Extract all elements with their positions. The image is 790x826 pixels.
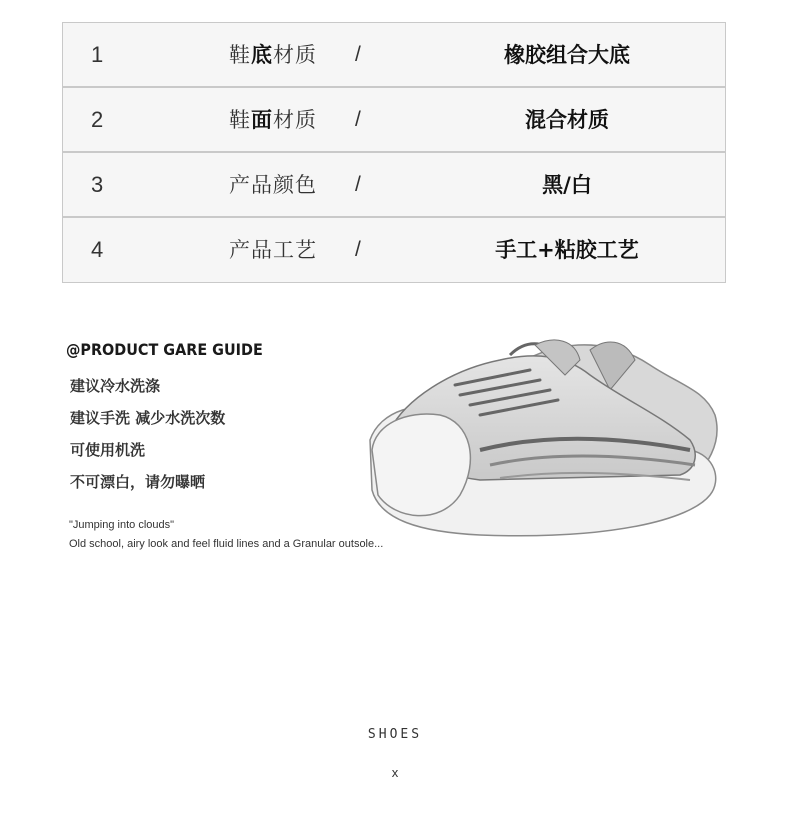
row-value: 手工+粘胶工艺 — [495, 238, 639, 262]
row-number: 3 — [91, 172, 104, 197]
row-label: 鞋面材质 — [229, 108, 317, 132]
spec-row — [63, 23, 725, 88]
footer-mark: x — [391, 765, 399, 780]
spec-row — [63, 218, 725, 282]
care-guide-title: @PRODUCT GARE GUIDE — [66, 340, 263, 359]
row-number: 1 — [91, 42, 104, 67]
tagline-quote: "Jumping into clouds" — [69, 519, 175, 531]
row-separator: / — [355, 173, 361, 196]
row-number: 2 — [91, 107, 104, 132]
row-separator: / — [355, 108, 361, 131]
row-separator: / — [355, 43, 361, 66]
care-guide-list — [70, 374, 225, 502]
care-guide-item: 不可漂白，请勿曝晒 — [70, 473, 206, 491]
footer-category-label: SHOES — [367, 727, 423, 742]
spec-row — [63, 88, 725, 153]
spec-table — [62, 22, 726, 283]
row-separator: / — [355, 238, 361, 261]
row-label: 鞋底材质 — [229, 43, 317, 67]
sneaker-sketch-icon — [360, 330, 730, 555]
care-guide-item: 建议冷水洗涤 — [70, 377, 161, 395]
row-value: 黑/白 — [542, 173, 592, 197]
row-label: 产品工艺 — [229, 238, 317, 262]
tagline-description: Old school, airy look and feel fluid lines and a Granular outsole... — [69, 538, 384, 550]
row-value: 橡胶组合大底 — [504, 43, 630, 67]
row-number: 4 — [91, 237, 104, 262]
spec-row — [63, 153, 725, 218]
care-guide-item: 建议手洗 减少水洗次数 — [70, 409, 226, 427]
row-value: 混合材质 — [525, 108, 609, 132]
care-guide-item: 可使用机洗 — [70, 441, 146, 459]
row-label: 产品颜色 — [229, 173, 317, 197]
